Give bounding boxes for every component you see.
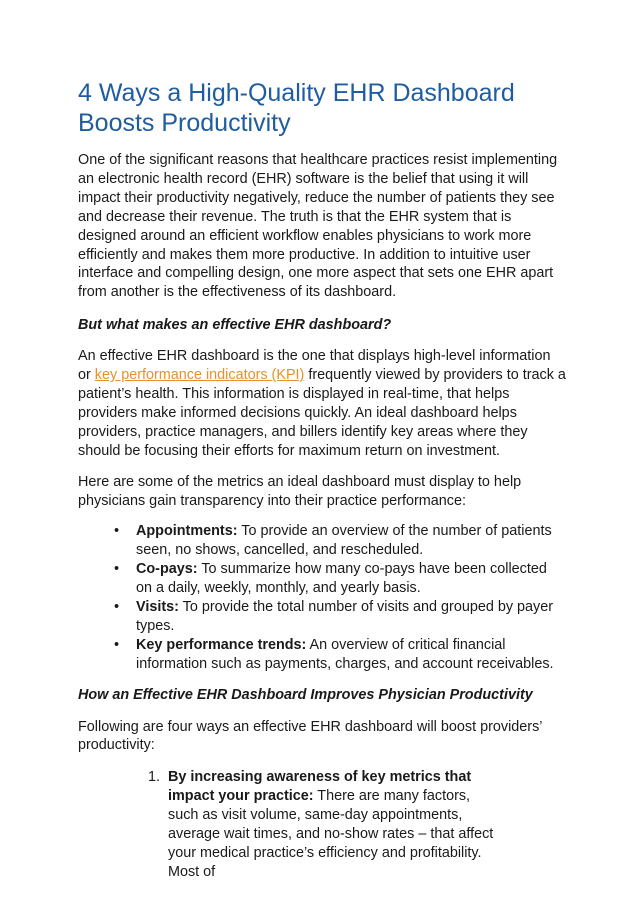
metrics-intro-paragraph: Here are some of the metrics an ideal dashboard must display to help physicians gain transparency into their practice performance: [78,473,522,509]
bullet-icon: • [114,561,120,578]
list-item [114,636,566,674]
metric-label: Visits: [136,599,179,616]
metric-label: Appointments: [136,523,238,540]
list-number: 1. [148,769,161,786]
metrics-list [78,522,566,673]
section-question-effective-dashboard: But what makes an effective EHR dashboard? [78,317,392,334]
bullet-icon: • [114,523,120,540]
list-item [114,598,566,636]
metric-text: An overview of critical financial information such as payments, charges, and account receivables. [136,636,554,672]
document-page [78,78,566,882]
list-item [148,768,500,881]
metric-text: To provide an overview of the number of patients seen, no shows, cancelled, and rescheduled. [136,523,552,559]
metric-text: To summarize how many co-pays have been collected on a daily, weekly, monthly, and yearly basis. [136,561,547,597]
metric-label: Co-pays: [136,561,198,578]
bullet-icon: • [114,599,120,616]
section-question-physician-productivity: How an Effective EHR Dashboard Improves Physician Productivity [78,686,533,703]
kpi-paragraph [78,347,566,460]
way-text: There are many factors, such as visit volume, same-day appointments, average wait times, and no-show rates – that affect your medical practice’s efficiency and profitability. Most of [168,788,494,880]
ways-list [78,768,566,881]
way-label: By increasing awareness of key metrics that impact your practice: [168,769,472,805]
kpi-paragraph-before: An effective EHR dashboard is the one that displays high-level information or [78,348,551,384]
bullet-icon: • [114,636,120,653]
list-item [114,560,566,598]
metric-text: To provide the total number of visits and grouped by payer types. [136,599,554,634]
metric-label: Key performance trends: [136,636,307,653]
kpi-link[interactable]: key performance indicators (KPI) [94,367,305,384]
article-title: 4 Ways a High-Quality EHR Dashboard Boosts Productivity [78,79,515,137]
list-item [114,522,566,560]
kpi-paragraph-after: frequently viewed by providers to track a patient’s health. This information is displayed in real-time, that helps providers make informed decisions quickly. An ideal dashboard helps providers, practice managers, and billers identify key areas where they should be focusing their efforts for maximum return on investment. [78,367,566,459]
intro-paragraph: One of the significant reasons that healthcare practices resist implementing an electronic health record (EHR) software is the belief that using it will impact their productivity negatively, reduce the number of patients they see and decrease their revenue. The truth is that the EHR system that is designed around an efficient workflow enables physicians to work more efficiently and makes them more productive. In addition to intuitive user interface and compelling design, one more aspect that sets one EHR apart from another is the effectiveness of its dashboard. [78,152,558,301]
ways-intro-paragraph: Following are four ways an effective EHR dashboard will boost providers’ productivity: [78,718,542,754]
